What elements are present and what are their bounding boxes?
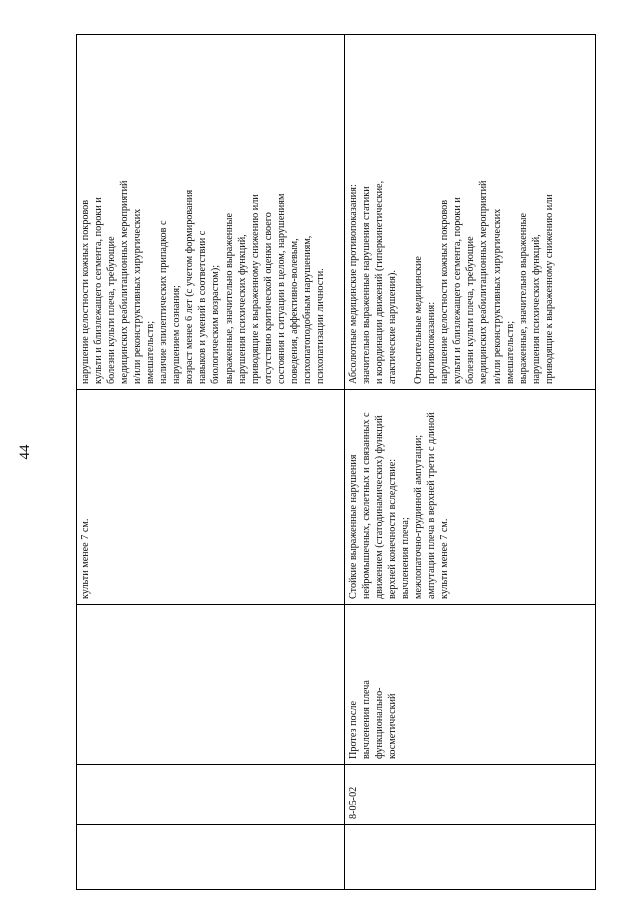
text-line: отсутствию критической оценки своего xyxy=(262,212,274,384)
text-line: нарушения психических функций, xyxy=(530,234,542,384)
text-line: и/или реконструктивных хирургических xyxy=(132,208,144,384)
text-line: психопатизации личности. xyxy=(314,268,326,384)
product-code: 8-05-02 xyxy=(348,786,359,819)
text-line: движением (статодинамических) функций xyxy=(374,415,386,599)
text-line: медицинских реабилитационных мероприятий xyxy=(478,180,490,384)
table-row xyxy=(345,35,596,890)
text-line xyxy=(399,40,412,384)
text-line: межлопаточно-грудинной ампутации; xyxy=(413,434,425,599)
text-line: медицинских реабилитационных мероприятий xyxy=(119,180,131,384)
text-line: вычленения плеча xyxy=(361,680,373,759)
page-number: 44 xyxy=(17,444,33,460)
empty-cell xyxy=(345,825,596,890)
text-line: противопоказания: xyxy=(426,301,438,384)
text-line: нарушение целостности кожных покровов xyxy=(80,199,91,384)
text-line: культи менее 7 см. xyxy=(80,518,91,599)
text-line: наличие эпилептических припадков с xyxy=(158,220,170,384)
code-cell xyxy=(77,765,345,825)
text-line: приводящие к выраженному снижению или xyxy=(249,194,261,384)
text-line: нарушением сознания; xyxy=(171,285,183,384)
text-line: ампутации плеча в верхней трети с длиной xyxy=(426,412,438,599)
text-line: и координации движений (гиперкинетические, xyxy=(374,180,386,384)
indications-cell xyxy=(77,390,345,605)
text-line: вычленения плеча; xyxy=(400,517,412,599)
text-line: косметический xyxy=(387,693,399,759)
text-line: и/или реконструктивных хирургических xyxy=(491,208,503,384)
text-line: культи и близлежащего сегмента, пороки и xyxy=(452,197,464,384)
empty-cell xyxy=(77,825,345,890)
indications-cell xyxy=(345,390,596,605)
text-line: Абсолютные медицинские противопоказания: xyxy=(348,184,359,384)
text-line: состояния и ситуации в целом, нарушениям xyxy=(275,193,287,384)
contraindications-cell xyxy=(345,35,596,390)
text-line: болезни культи плеча, требующие xyxy=(465,236,477,384)
text-line: нейромышечных, скелетных и связанных с xyxy=(361,412,373,599)
name-cell xyxy=(77,605,345,765)
text-line: Относительные медицинские xyxy=(413,256,425,384)
name-cell xyxy=(345,605,596,765)
text-line: психопатоподобным нарушениям, xyxy=(301,235,313,384)
contraindications-cell xyxy=(77,35,345,390)
code-cell xyxy=(345,765,596,825)
text-line: выраженные, значительно выраженные xyxy=(223,213,235,384)
text-line: поведения, аффективно-волевым, xyxy=(288,238,300,384)
text-line: культи менее 7 см. xyxy=(439,518,451,599)
prosthesis-table xyxy=(76,34,596,890)
text-line: нарушения психических функций, xyxy=(236,234,248,384)
text-line: верхней конечности вследствие: xyxy=(387,458,399,599)
text-line: навыков и умений в соответствии с xyxy=(197,230,209,384)
text-line: культи и близлежащего сегмента, пороки и xyxy=(93,197,105,384)
text-line: возраст менее 6 лет (с учетом формирования xyxy=(184,189,196,384)
text-line: нарушение целостности кожных покровов xyxy=(439,199,451,384)
text-line: биологическим возрастом); xyxy=(210,264,222,384)
text-line: атактические нарушения). xyxy=(387,270,399,384)
text-line: вмешательств; xyxy=(504,320,516,384)
text-line: Протез после xyxy=(348,700,359,759)
text-line: значительно выраженные нарушения статики xyxy=(361,186,373,384)
text-line: вмешательств; xyxy=(145,320,157,384)
table-row xyxy=(77,35,345,890)
text-line: приводящие к выраженному снижению или xyxy=(543,194,555,384)
text-line: Стойкие выраженные нарушения xyxy=(348,454,359,599)
text-line: выраженные, значительно выраженные xyxy=(517,213,529,384)
text-line: функционально- xyxy=(374,687,386,759)
rotated-page-content xyxy=(76,35,596,890)
text-line: болезни культи плеча, требующие xyxy=(106,236,118,384)
